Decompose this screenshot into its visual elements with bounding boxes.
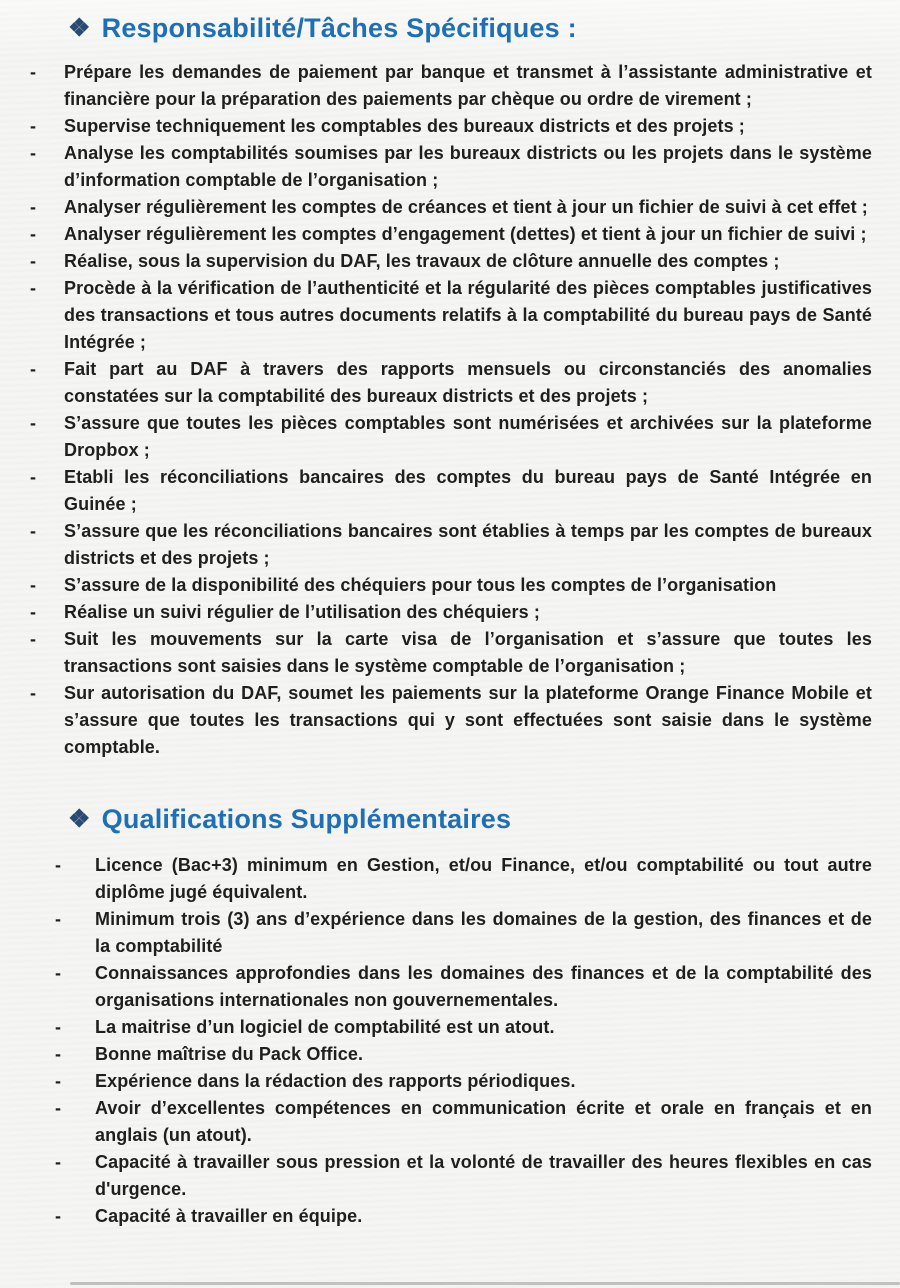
item-text: Connaissances approfondies dans les domaines des finances et de la comptabilité des organisations internationales non gouvernementales. (95, 963, 872, 1010)
item-text: S’assure que toutes les pièces comptables sont numérisées et archivées sur la plateforme Dropbox ; (64, 413, 872, 460)
list-item (0, 599, 872, 626)
item-dash-marker: - (30, 197, 37, 217)
list-item (0, 518, 872, 572)
section-heading-text: Qualifications Supplémentaires (101, 804, 512, 834)
item-text: Bonne maîtrise du Pack Office. (95, 1044, 364, 1064)
item-dash-marker: - (30, 602, 37, 622)
sections-container (0, 10, 872, 1230)
item-text: Prépare les demandes de paiement par banque et transmet à l’assistante administrative et financière pour la préparation des paiements par chèque ou ordre de virement ; (64, 62, 872, 109)
item-dash-marker: - (55, 1152, 62, 1172)
list-item (0, 113, 872, 140)
item-dash-marker: - (55, 1098, 62, 1118)
item-dash-marker: - (30, 413, 37, 433)
list-item (0, 852, 872, 906)
list-item (0, 1095, 872, 1149)
section-heading-text: Responsabilité/Tâches Spécifiques : (101, 13, 577, 43)
item-dash-marker: - (30, 143, 37, 163)
section-heading (68, 10, 872, 47)
item-dash-marker: - (30, 116, 37, 136)
list-item (0, 906, 872, 960)
item-text: Supervise techniquement les comptables des bureaux districts et des projets ; (64, 116, 745, 136)
list-item (0, 59, 872, 113)
item-text: S’assure de la disponibilité des chéquiers pour tous les comptes de l’organisation (64, 575, 777, 595)
list-item (0, 221, 872, 248)
item-text: Sur autorisation du DAF, soumet les paiements sur la plateforme Orange Finance Mobile et s’assure que toutes les transactions qui y sont effectuées sont saisie dans le système comptable. (64, 683, 872, 757)
item-dash-marker: - (55, 1206, 62, 1226)
item-text: Suit les mouvements sur la carte visa de l’organisation et s’assure que toutes les transactions sont saisies dans le système comptable de l’organisation ; (64, 629, 872, 676)
item-text: S’assure que les réconciliations bancaires sont établies à temps par les comptes de bureaux districts et des projets ; (64, 521, 872, 568)
list-item (0, 1041, 872, 1068)
list-item (0, 356, 872, 410)
item-text: Réalise un suivi régulier de l’utilisation des chéquiers ; (64, 602, 540, 622)
bullet-list (0, 59, 872, 761)
list-item (0, 464, 872, 518)
diamond-bullet-icon: ❖ (68, 805, 91, 833)
item-dash-marker: - (55, 1044, 62, 1064)
item-dash-marker: - (55, 963, 62, 983)
list-item (0, 1068, 872, 1095)
item-text: Analyser régulièrement les comptes d’engagement (dettes) et tient à jour un fichier de suivi ; (64, 224, 867, 244)
list-item (0, 140, 872, 194)
item-text: Etabli les réconciliations bancaires des comptes du bureau pays de Santé Intégrée en Guinée ; (64, 467, 872, 514)
item-text: Capacité à travailler sous pression et la volonté de travailler des heures flexibles en cas d'urgence. (95, 1152, 872, 1199)
item-dash-marker: - (55, 909, 62, 929)
item-dash-marker: - (30, 278, 37, 298)
list-item (0, 960, 872, 1014)
list-item (0, 1203, 872, 1230)
item-dash-marker: - (30, 629, 37, 649)
document-section (0, 10, 872, 761)
list-item (0, 1014, 872, 1041)
item-text: Procède à la vérification de l’authenticité et la régularité des pièces comptables justificatives des transactions et tous autres documents relatifs à la comptabilité du bureau pays de Santé Intégrée ; (64, 278, 872, 352)
list-item (0, 680, 872, 761)
item-dash-marker: - (30, 467, 37, 487)
scan-artifact-line (70, 1282, 900, 1285)
list-item (0, 248, 872, 275)
item-dash-marker: - (55, 1017, 62, 1037)
bullet-list (0, 852, 872, 1230)
list-item (0, 626, 872, 680)
item-dash-marker: - (30, 224, 37, 244)
item-text: Licence (Bac+3) minimum en Gestion, et/ou Finance, et/ou comptabilité ou tout autre diplôme jugé équivalent. (95, 855, 872, 902)
item-dash-marker: - (30, 521, 37, 541)
item-dash-marker: - (30, 251, 37, 271)
item-text: Fait part au DAF à travers des rapports mensuels ou circonstanciés des anomalies constatées sur la comptabilité des bureaux districts et des projets ; (64, 359, 872, 406)
list-item (0, 194, 872, 221)
document-section (0, 801, 872, 1230)
item-dash-marker: - (55, 855, 62, 875)
list-item (0, 1149, 872, 1203)
item-text: Expérience dans la rédaction des rapports périodiques. (95, 1071, 576, 1091)
item-dash-marker: - (30, 62, 37, 82)
item-text: Réalise, sous la supervision du DAF, les travaux de clôture annuelle des comptes ; (64, 251, 780, 271)
item-dash-marker: - (30, 683, 37, 703)
item-dash-marker: - (30, 359, 37, 379)
diamond-bullet-icon: ❖ (68, 14, 91, 42)
item-dash-marker: - (55, 1071, 62, 1091)
item-text: Minimum trois (3) ans d’expérience dans les domaines de la gestion, des finances et de la comptabilité (95, 909, 872, 956)
list-item (0, 410, 872, 464)
item-text: Avoir d’excellentes compétences en communication écrite et orale en français et en anglais (un atout). (95, 1098, 872, 1145)
list-item (0, 572, 872, 599)
list-item (0, 275, 872, 356)
item-dash-marker: - (30, 575, 37, 595)
item-text: La maitrise d’un logiciel de comptabilité est un atout. (95, 1017, 555, 1037)
item-text: Analyse les comptabilités soumises par les bureaux districts ou les projets dans le système d’information comptable de l’organisation ; (64, 143, 872, 190)
item-text: Analyser régulièrement les comptes de créances et tient à jour un fichier de suivi à cet effet ; (64, 197, 868, 217)
section-heading (68, 801, 872, 838)
item-text: Capacité à travailler en équipe. (95, 1206, 363, 1226)
